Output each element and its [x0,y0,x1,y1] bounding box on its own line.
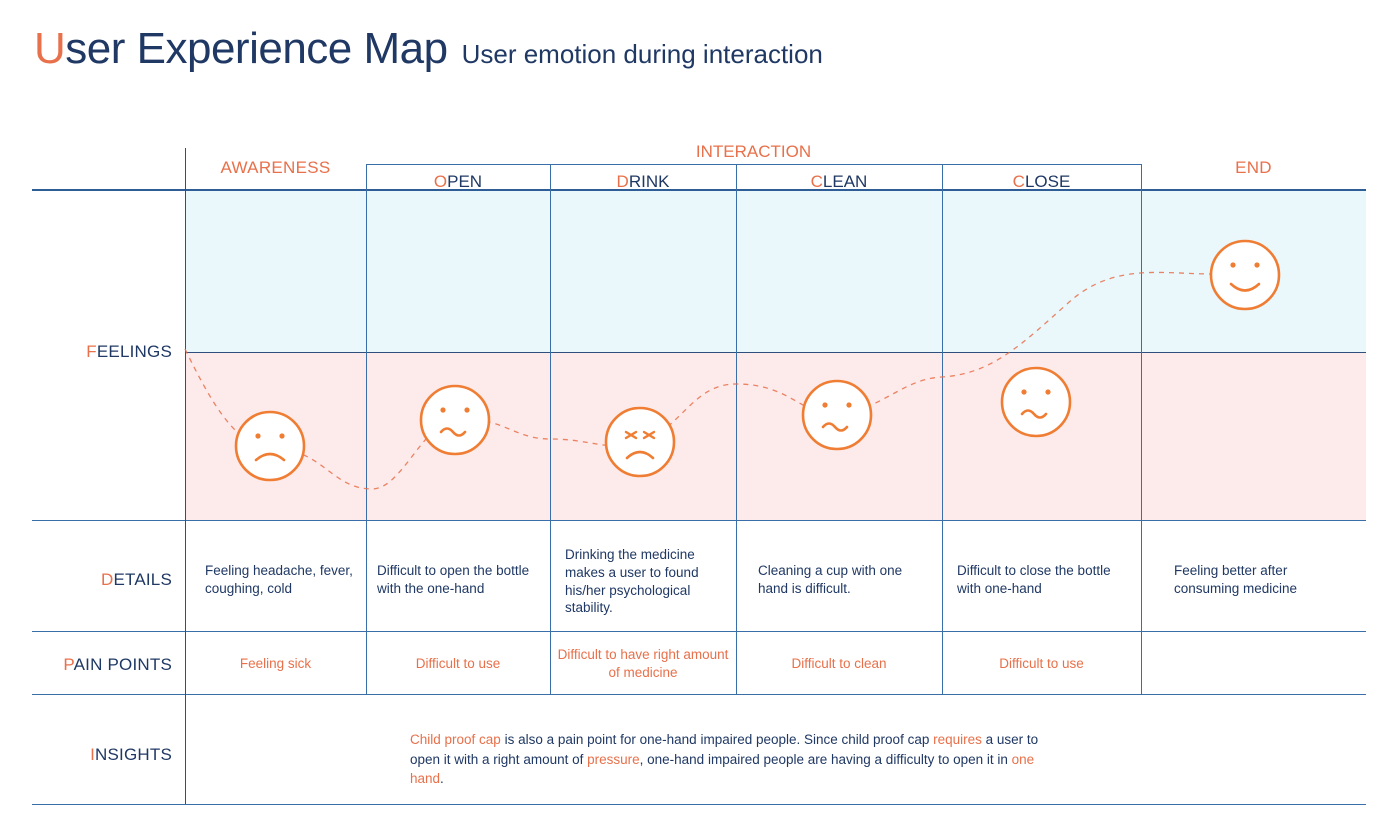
header-awareness: AWARENESS [220,158,331,177]
page-title [34,24,823,74]
grid-col-close-end [1141,164,1142,694]
header-stage-open: OPEN [433,172,483,191]
insight-highlight-child-proof-cap: Child proof cap [410,732,501,747]
grid-col-left-edge [185,148,186,804]
details-cell-end: Feeling better after consuming medicine [1174,563,1298,596]
insight-seg-6: , one-hand impaired people are having a difficulty to open it in [639,751,1012,767]
title-rest: ser Experience Map [65,24,448,73]
details-cell-awareness: Feeling headache, fever, coughing, cold [205,563,353,596]
pain-cell-close: Difficult to use [999,656,1084,671]
pain-cell-awareness: Feeling sick [239,656,312,671]
insight-seg-2: is also a pain point for one-hand impaired people. Since child proof cap [500,732,934,747]
pain-cell-clean: Difficult to clean [791,656,887,671]
grid-line-feelings-bottom [32,520,1366,521]
title-subtitle: User emotion during interaction [461,39,823,69]
title-initial: U [34,24,66,73]
feelings-band-negative [185,352,1366,520]
insight-seg-8: . [440,771,444,787]
details-cell-clean: Cleaning a cup with one hand is difficult. [758,563,903,596]
header-stage-clean: CLEAN [810,172,868,191]
row-label-insights: INSIGHTS [90,745,172,764]
row-label-feelings: FEELINGS [86,342,172,361]
insight-seg-4: a user to open it with a right amount of [410,732,1039,767]
insights-text [410,730,1070,789]
insight-highlight-one-hand: one hand [410,751,1035,787]
grid-line-pain-bottom [32,694,1366,695]
grid-line-neutral-axis [185,352,1366,353]
pain-cell-drink: Difficult to have right amount of medicine [557,647,729,680]
insight-highlight-pressure: pressure [587,751,640,767]
header-stage-close: CLOSE [1012,172,1071,191]
details-cell-drink: Drinking the medicine makes a user to found his/her psychological stability. [565,547,699,616]
row-label-pain-points: PAIN POINTS [63,655,172,674]
grid-col-open-drink [550,164,551,694]
experience-map [32,134,1366,808]
interaction-bracket [366,164,1141,165]
grid-line-details-bottom [32,631,1366,632]
header-interaction: INTERACTION [695,142,812,161]
grid-col-drink-clean [736,164,737,694]
grid-col-awareness-open [366,164,367,694]
header-stage-drink: DRINK [616,172,670,191]
grid-col-clean-close [942,164,943,694]
insight-highlight-requires: requires [933,732,982,747]
pain-cell-open: Difficult to use [415,656,501,671]
title-main [34,24,448,74]
details-cell-close: Difficult to close the bottle with one-hand [957,563,1111,596]
row-label-details: DETAILS [100,570,172,589]
feelings-band-positive [185,190,1366,352]
grid-line-insights-bottom [32,804,1366,805]
details-cell-open: Difficult to open the bottle with the one-hand [377,563,530,596]
header-end: END [1235,158,1272,177]
